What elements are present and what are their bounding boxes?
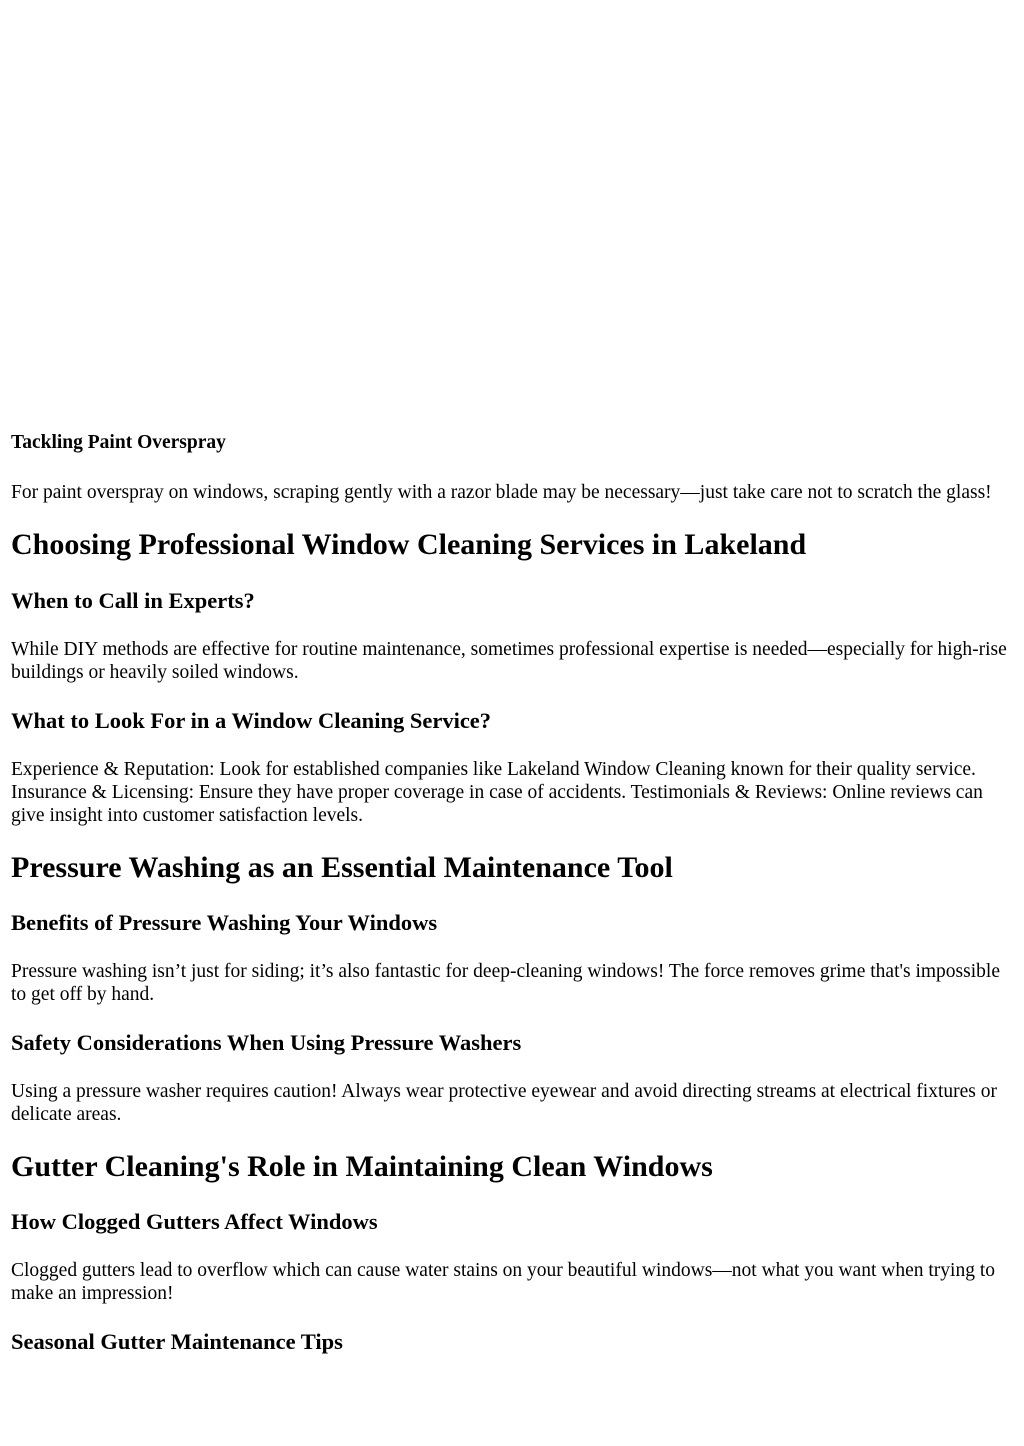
paragraph-pressure-safety: Using a pressure washer requires caution! Always wear protective eyewear and avoid directing streams at electrical fixtures or delicate areas.	[11, 1080, 997, 1125]
paragraph-call-experts: While DIY methods are effective for routine maintenance, sometimes professional expertise is needed—especially for high-rise buildings or heavily soiled windows.	[11, 638, 1007, 683]
subheading-pressure-safety: Safety Considerations When Using Pressure Washers	[11, 1030, 522, 1056]
heading-pressure-washing: Pressure Washing as an Essential Maintenance Tool	[11, 850, 673, 884]
subheading-call-experts: When to Call in Experts?	[11, 587, 255, 613]
article-body	[0, 432, 1024, 1355]
paragraph-what-to-look-for: Experience & Reputation: Look for established companies like Lakeland Window Cleaning known for their quality service. Insurance & Licensing: Ensure they have proper coverage in case of accidents. Testimonials & Reviews: Online reviews can give insight into customer satisfaction levels.	[11, 758, 983, 826]
paragraph-paint-overspray: For paint overspray on windows, scraping gently with a razor blade may be necessary—just take care not to scratch the glass!	[11, 482, 992, 504]
subheading-seasonal-tips: Seasonal Gutter Maintenance Tips	[11, 1329, 343, 1355]
subheading-clogged-gutters: How Clogged Gutters Affect Windows	[11, 1209, 378, 1235]
paragraph-pressure-benefits: Pressure washing isn’t just for siding; it’s also fantastic for deep-cleaning windows! The force removes grime that's impossible to get off by hand.	[11, 961, 1000, 1006]
paragraph-clogged-gutters: Clogged gutters lead to overflow which can cause water stains on your beautiful windows—not what you want when trying to make an impression!	[11, 1260, 995, 1305]
subheading-paint-overspray: Tackling Paint Overspray	[11, 432, 226, 453]
subheading-what-to-look-for: What to Look For in a Window Cleaning Service?	[11, 707, 492, 733]
heading-professional-services: Choosing Professional Window Cleaning Services in Lakeland	[11, 528, 807, 562]
blank-image-area	[0, 0, 1024, 432]
subheading-pressure-benefits: Benefits of Pressure Washing Your Windows	[11, 910, 438, 936]
heading-gutter-cleaning: Gutter Cleaning's Role in Maintaining Clean Windows	[11, 1149, 713, 1183]
